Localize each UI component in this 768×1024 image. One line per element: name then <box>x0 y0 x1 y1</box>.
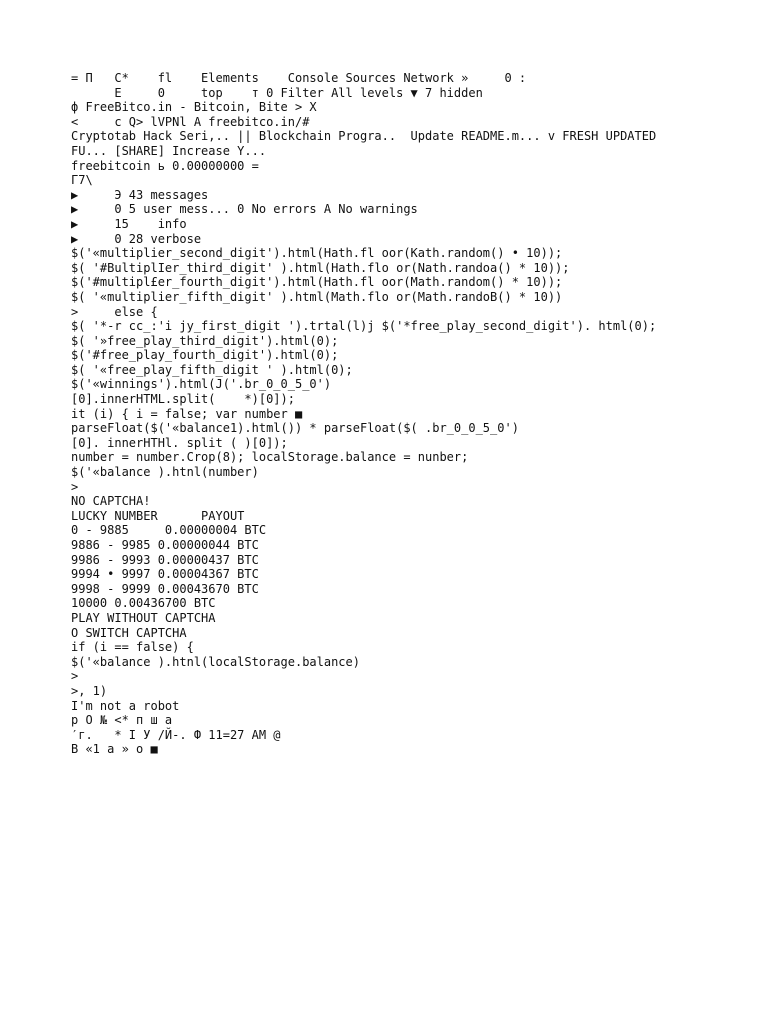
payout-table-row: 9994 • 9997 0.00004367 BTC <box>71 567 259 582</box>
browser-tab-title: ф FreeBitco.in - Bitcoin, Bite > X <box>71 100 317 115</box>
switch-captcha-label: O SWITCH CAPTCHA <box>71 625 187 640</box>
code-line: number = number.Crop(8); localStorage.balance = nunber; <box>71 450 469 465</box>
bookmarks-bar-continued: FU... [SHARE] Increase Y... <box>71 143 267 158</box>
code-line: $('#free_play_fourth_digit').html(0); <box>71 348 339 363</box>
code-line: $( '«multiplier_fifth_digit' ).html(Math.flo or(Math.randoB() * 10)) <box>71 289 563 304</box>
code-line: $('«multiplier_second_digit').html(Hath.fl oor(Kath.random() • 10)); <box>71 246 563 261</box>
code-line: $( '#BultiplIer_third_digit' ).html(Hath.flo or(Nath.randoa() * 10)); <box>71 260 570 275</box>
taskbar-tray: В «1 а » о ■ <box>71 742 158 757</box>
code-line: if (i == false) { <box>71 640 194 655</box>
document-page <box>71 71 761 757</box>
address-bar: < c Q> lVPNl A freebitco.in/# <box>71 114 310 129</box>
code-line: $('«balance ).htnl(localStorage.balance) <box>71 654 360 669</box>
payout-table-row: 9998 - 9999 0.00043670 BTC <box>71 581 259 596</box>
console-group-verbose: ▶ 0 28 verbose <box>71 231 202 246</box>
code-line: $('«winnings').html(J('.br_0_0_5_0') <box>71 377 332 392</box>
payout-table-row: 0 - 9885 0.00000004 BTC <box>71 523 267 538</box>
bookmarks-bar: Cryptotab Hack Seri,.. || Blockchain Progra.. Update README.m... v FRESH UPDATED <box>71 129 657 144</box>
code-line: $('#multipl£er_fourth_digit').html(Hath.fl oor(Math.random() * 10)); <box>71 275 563 290</box>
payout-table-row: 10000 0.00436700 BTC <box>71 596 216 611</box>
captcha-heading: NO CAPTCHA! <box>71 494 151 509</box>
code-line: [0]. innerHTHl. split ( )[0]); <box>71 435 288 450</box>
code-line: $( '«free_play_fifth_digit ' ).html(0); <box>71 362 353 377</box>
code-line: $('«balance ).htnl(number) <box>71 465 259 480</box>
recaptcha-label: I'm not a robot <box>71 698 180 713</box>
console-group-user-messages: ▶ 0 5 user mess... 0 No errors A No warnings <box>71 202 418 217</box>
payout-table-header: LUCKY NUMBER PAYOUT <box>71 508 245 523</box>
payout-table-row: 9886 - 9985 0.00000044 BTC <box>71 538 259 552</box>
site-header-balance: freebitcoin ь 0.00000000 = <box>71 158 259 173</box>
code-line: it (i) { i = false; var number ■ <box>71 406 303 421</box>
taskbar-clock: ′г. * I У /Й-. Ф 11=27 AM @ <box>71 727 281 742</box>
code-line: > <box>71 479 79 494</box>
devtools-tab-bar: = П C* fl Elements Console Sources Network » 0 : <box>71 71 527 85</box>
code-line: [0].innerHTML.split( *)[0]); <box>71 392 295 407</box>
taskbar-icons: р О № <* п ш а <box>71 713 173 728</box>
code-line: parseFloat($('«balance1).html()) * parseFloat($( .br_0_0_5_0') <box>71 421 519 436</box>
code-line: $( '»free_play_third_digit').html(0); <box>71 333 339 348</box>
console-group-info: ▶ 15 info <box>71 216 187 231</box>
payout-table-row: 9986 - 9993 0.00000437 BTC <box>71 552 259 567</box>
text-line: Г7\ <box>71 173 93 188</box>
console-filter-bar: E 0 top т 0 Filter All levels ▼ 7 hidden <box>71 85 483 100</box>
code-line: > else { <box>71 304 158 319</box>
console-group-messages: ▶ Э 43 messages <box>71 187 209 202</box>
code-line: $( '*-r cc_:'i jy_first_digit ').trtal(l)j $('*free_play_second_digit'). html(0); <box>71 319 657 334</box>
play-without-captcha-label: PLAY WITHOUT CAPTCHA <box>71 610 216 625</box>
code-line: > <box>71 669 79 684</box>
code-line: >, 1) <box>71 683 108 698</box>
